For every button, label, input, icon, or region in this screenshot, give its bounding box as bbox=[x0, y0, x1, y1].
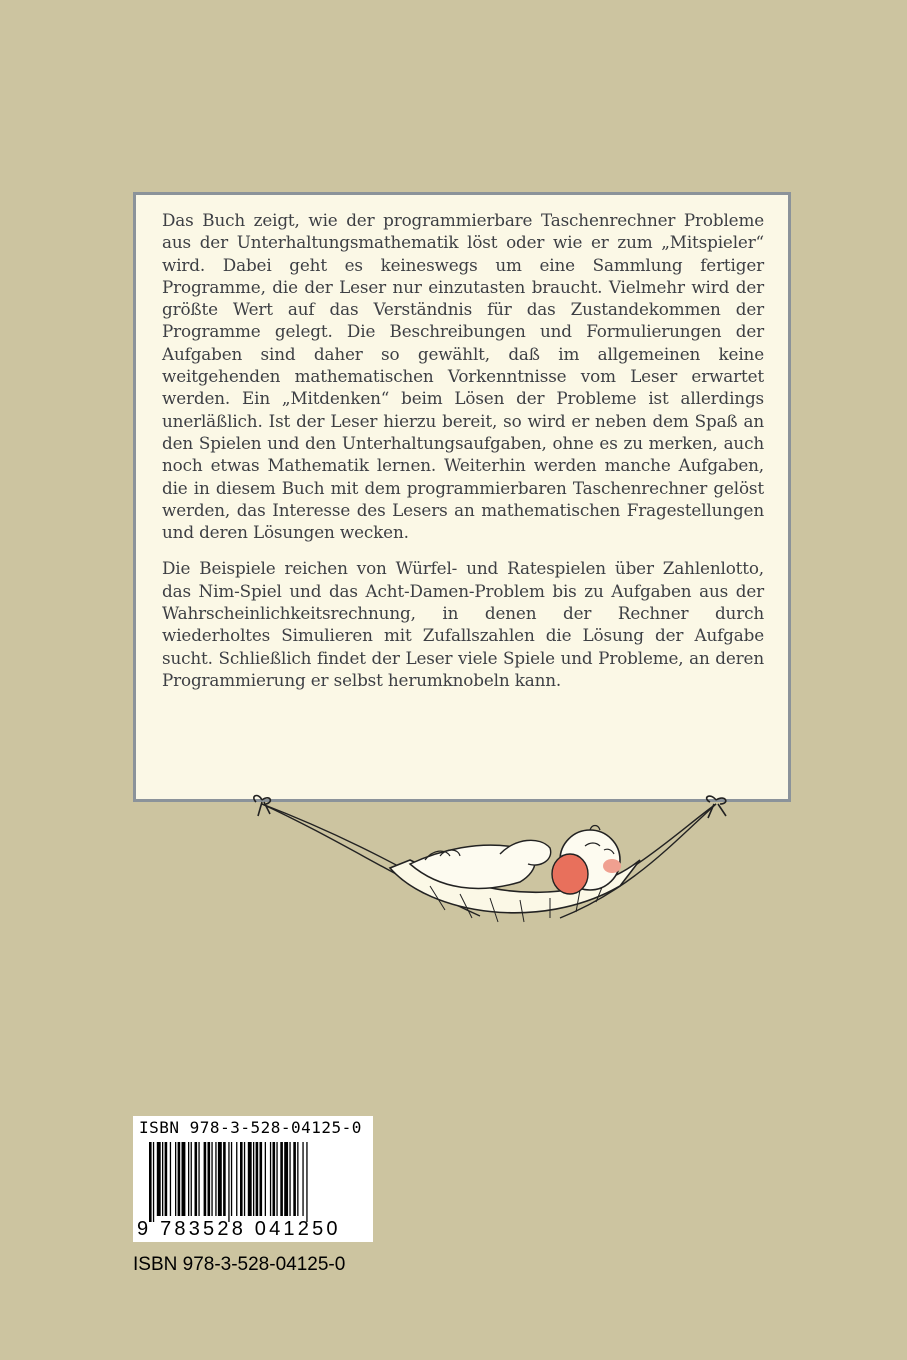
barcode-bar bbox=[293, 1142, 296, 1216]
barcode-bar bbox=[188, 1142, 189, 1216]
barcode-bar bbox=[191, 1142, 192, 1216]
barcode-bar bbox=[211, 1142, 212, 1216]
barcode-bar bbox=[284, 1142, 288, 1216]
barcode-bar bbox=[170, 1142, 171, 1216]
barcode-bar bbox=[149, 1142, 152, 1222]
hammock-illustration-icon bbox=[240, 790, 740, 930]
barcode-bar bbox=[218, 1142, 222, 1216]
barcode-bar bbox=[175, 1142, 176, 1216]
isbn-bottom-label: ISBN 978-3-528-04125-0 bbox=[133, 1254, 346, 1275]
blurb-paragraph-2: Die Beispiele reichen von Würfel- und Ratespielen über Zahlenlotto, das Nim-Spiel und das Acht-Damen-Problem bis zu Aufgaben aus der Wahrscheinlichkeitsrechnung, in denen der Rechner durch wiederholtes Simulieren mit Zufallszahlen die Lösung der Aufgabe sucht. Schließlich findet der Leser viele Spiele und Probleme, an deren Programmierung er selbst herumknobeln kann. bbox=[162, 558, 764, 690]
barcode-bar bbox=[273, 1142, 276, 1216]
barcode-icon bbox=[133, 1116, 373, 1242]
barcode-block bbox=[133, 1116, 373, 1276]
barcode-bar bbox=[215, 1142, 216, 1216]
barcode-bar bbox=[204, 1142, 207, 1216]
barcode-bar bbox=[162, 1142, 163, 1216]
barcode-bar bbox=[231, 1142, 232, 1216]
barcode-bar bbox=[236, 1142, 237, 1216]
barcode-bar bbox=[302, 1142, 303, 1216]
barcode-bar bbox=[182, 1142, 186, 1216]
barcode-bars bbox=[133, 1142, 373, 1222]
barcode-bar bbox=[240, 1142, 243, 1216]
barcode-bar bbox=[260, 1142, 263, 1216]
barcode-bar bbox=[223, 1142, 226, 1216]
barcode-bar bbox=[198, 1142, 199, 1216]
barcode-bar bbox=[306, 1142, 307, 1222]
blurb-panel bbox=[133, 192, 791, 802]
barcode-bar bbox=[280, 1142, 283, 1216]
barcode-bar bbox=[195, 1142, 198, 1216]
barcode-bar bbox=[276, 1142, 277, 1216]
blurb-paragraph-1: Das Buch zeigt, wie der programmierbare Taschenrechner Probleme aus der Unterhaltungsmathematik löst oder wie er zum „Mitspieler“ wird. Dabei geht es keineswegs um eine Sammlung fertiger Programme, die der Leser nur einzutasten braucht. Vielmehr wird der größte Wert auf das Verständnis für das Zustandekommen der Programme gelegt. Die Beschreibungen und Formulierungen der Aufgaben sind daher so gewählt, daß im allgemeinen keine weitgehenden mathematischen Vorkenntnisse vom Leser erwartet werden. Ein „Mitdenken“ beim Lösen der Probleme ist allerdings unerläßlich. Ist der Leser hierzu bereit, so wird er neben dem Spaß an den Spielen und den Unterhaltungsaufgaben, ohne es zu merken, auch noch etwas Mathematik lernen. Weiterhin werden manche Aufgaben, die in diesem Buch mit dem programmierbaren Taschenrechner gelöst werden, das Interesse des Lesers an mathematischen Fragestellungen und deren Lösungen wecken. bbox=[162, 210, 764, 543]
barcode-bar bbox=[248, 1142, 252, 1216]
barcode-bar bbox=[256, 1142, 259, 1216]
barcode-bar bbox=[178, 1142, 181, 1216]
barcode-bar bbox=[157, 1142, 161, 1216]
barcode-bar bbox=[208, 1142, 211, 1216]
barcode-bar bbox=[153, 1142, 154, 1222]
barcode-bar bbox=[270, 1142, 271, 1216]
barcode-bar bbox=[165, 1142, 168, 1216]
barcode-bar bbox=[244, 1142, 245, 1216]
barcode-bar bbox=[289, 1142, 290, 1216]
barcode-bar bbox=[297, 1142, 298, 1216]
barcode-bar bbox=[265, 1142, 266, 1216]
barcode-digits-text: 9 783528 041250 bbox=[137, 1218, 341, 1240]
barcode-bar bbox=[253, 1142, 254, 1216]
isbn-top-label: ISBN 978-3-528-04125-0 bbox=[139, 1118, 362, 1137]
barcode-bar bbox=[228, 1142, 229, 1222]
